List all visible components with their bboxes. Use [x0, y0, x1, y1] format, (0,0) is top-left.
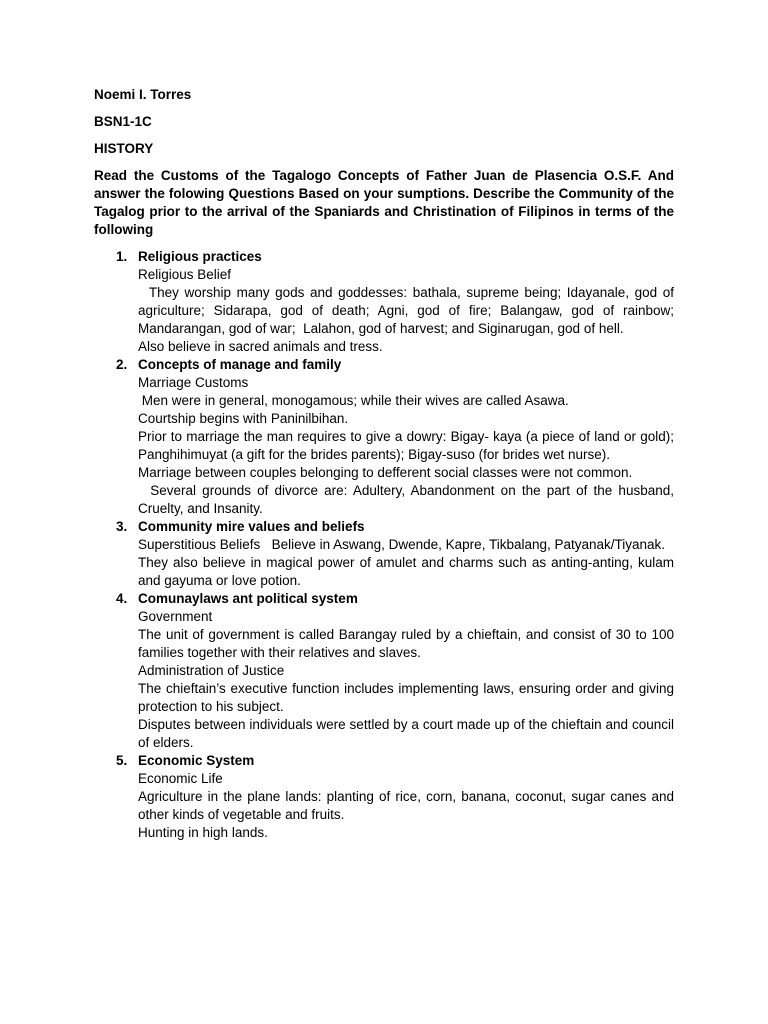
- instructions-paragraph: [94, 167, 674, 239]
- answer-line: The chieftain’s executive function includes implementing laws, ensuring order and giving protection to his subject.: [138, 681, 674, 714]
- answer-line: Agriculture in the plane lands: planting of rice, corn, banana, coconut, sugar canes and other kinds of vegetable and fruits.: [138, 789, 674, 822]
- student-name: Noemi I. Torres: [94, 87, 192, 102]
- question-title: Comunaylaws ant political system: [138, 591, 358, 606]
- answer-line: Prior to marriage the man requires to give a dowry: Bigay- kaya (a piece of land or gold); Panghihimuyat (a gift for the brides parents); Bigay-suso (for brides wet nurse).: [138, 429, 674, 462]
- answer-line: Disputes between individuals were settled by a court made up of the chieftain and council of elders.: [138, 717, 674, 750]
- answer-line: Several grounds of divorce are: Adultery, Abandonment on the part of the husband, Cruelty, and Insanity.: [138, 483, 674, 516]
- answer-line: Marriage between couples belonging to defferent social classes were not common.: [138, 465, 633, 480]
- question-number: 3.: [116, 519, 128, 534]
- instructions-text: Read the Customs of the Tagalogo Concepts of Father Juan de Plasencia O.S.F. And answer the folowing Questions Based on your sumptions. Describe the Community of the Tagalog prior to the arrival of the Spaniards and Christination of Filipinos in terms of the following: [94, 168, 674, 237]
- answer-line: Courtship begins with Paninilbihan.: [138, 411, 349, 426]
- question-item: [94, 590, 674, 752]
- question-number: 5.: [116, 753, 128, 768]
- question-item: [94, 356, 674, 518]
- subject-title: HISTORY: [94, 141, 154, 156]
- answer-line: The unit of government is called Barangay ruled by a chieftain, and consist of 30 to 100 families together with their relatives and slaves.: [138, 627, 674, 660]
- answer-line: Hunting in high lands.: [138, 825, 268, 840]
- answer-line: Economic Life: [138, 771, 223, 786]
- question-title: Concepts of manage and family: [138, 357, 342, 372]
- question-number: 1.: [116, 249, 128, 264]
- document-page: [94, 86, 674, 842]
- question-title: Community mire values and beliefs: [138, 519, 365, 534]
- question-title: Economic System: [138, 753, 255, 768]
- question-item: [94, 248, 674, 356]
- question-number: 4.: [116, 591, 128, 606]
- answer-line: Also believe in sacred animals and tress.: [138, 339, 383, 354]
- answer-line: Administration of Justice: [138, 663, 285, 678]
- questions-list: [94, 248, 674, 842]
- question-title: Religious practices: [138, 249, 262, 264]
- answer-line: Superstitious Beliefs Believe in Aswang, Dwende, Kapre, Tikbalang, Patyanak/Tiyanak.: [138, 537, 666, 552]
- student-section: BSN1-1C: [94, 114, 152, 129]
- question-item: [94, 752, 674, 842]
- answer-line: Government: [138, 609, 213, 624]
- answer-line: They worship many gods and goddesses: bathala, supreme being; Idayanale, god of agriculture; Sidarapa, god of death; Agni, god of fire; Balangaw, god of rainbow; Mandarangan, god of war; Lalahon, god of harvest; and Siginarugan, god of hell.: [138, 285, 674, 336]
- answer-line: They also believe in magical power of amulet and charms such as anting-anting, kulam and gayuma or love potion.: [138, 555, 674, 588]
- question-number: 2.: [116, 357, 128, 372]
- answer-line: Religious Belief: [138, 267, 232, 282]
- answer-line: Men were in general, monogamous; while their wives are called Asawa.: [138, 393, 569, 408]
- question-item: [94, 518, 674, 590]
- answer-line: Marriage Customs: [138, 375, 249, 390]
